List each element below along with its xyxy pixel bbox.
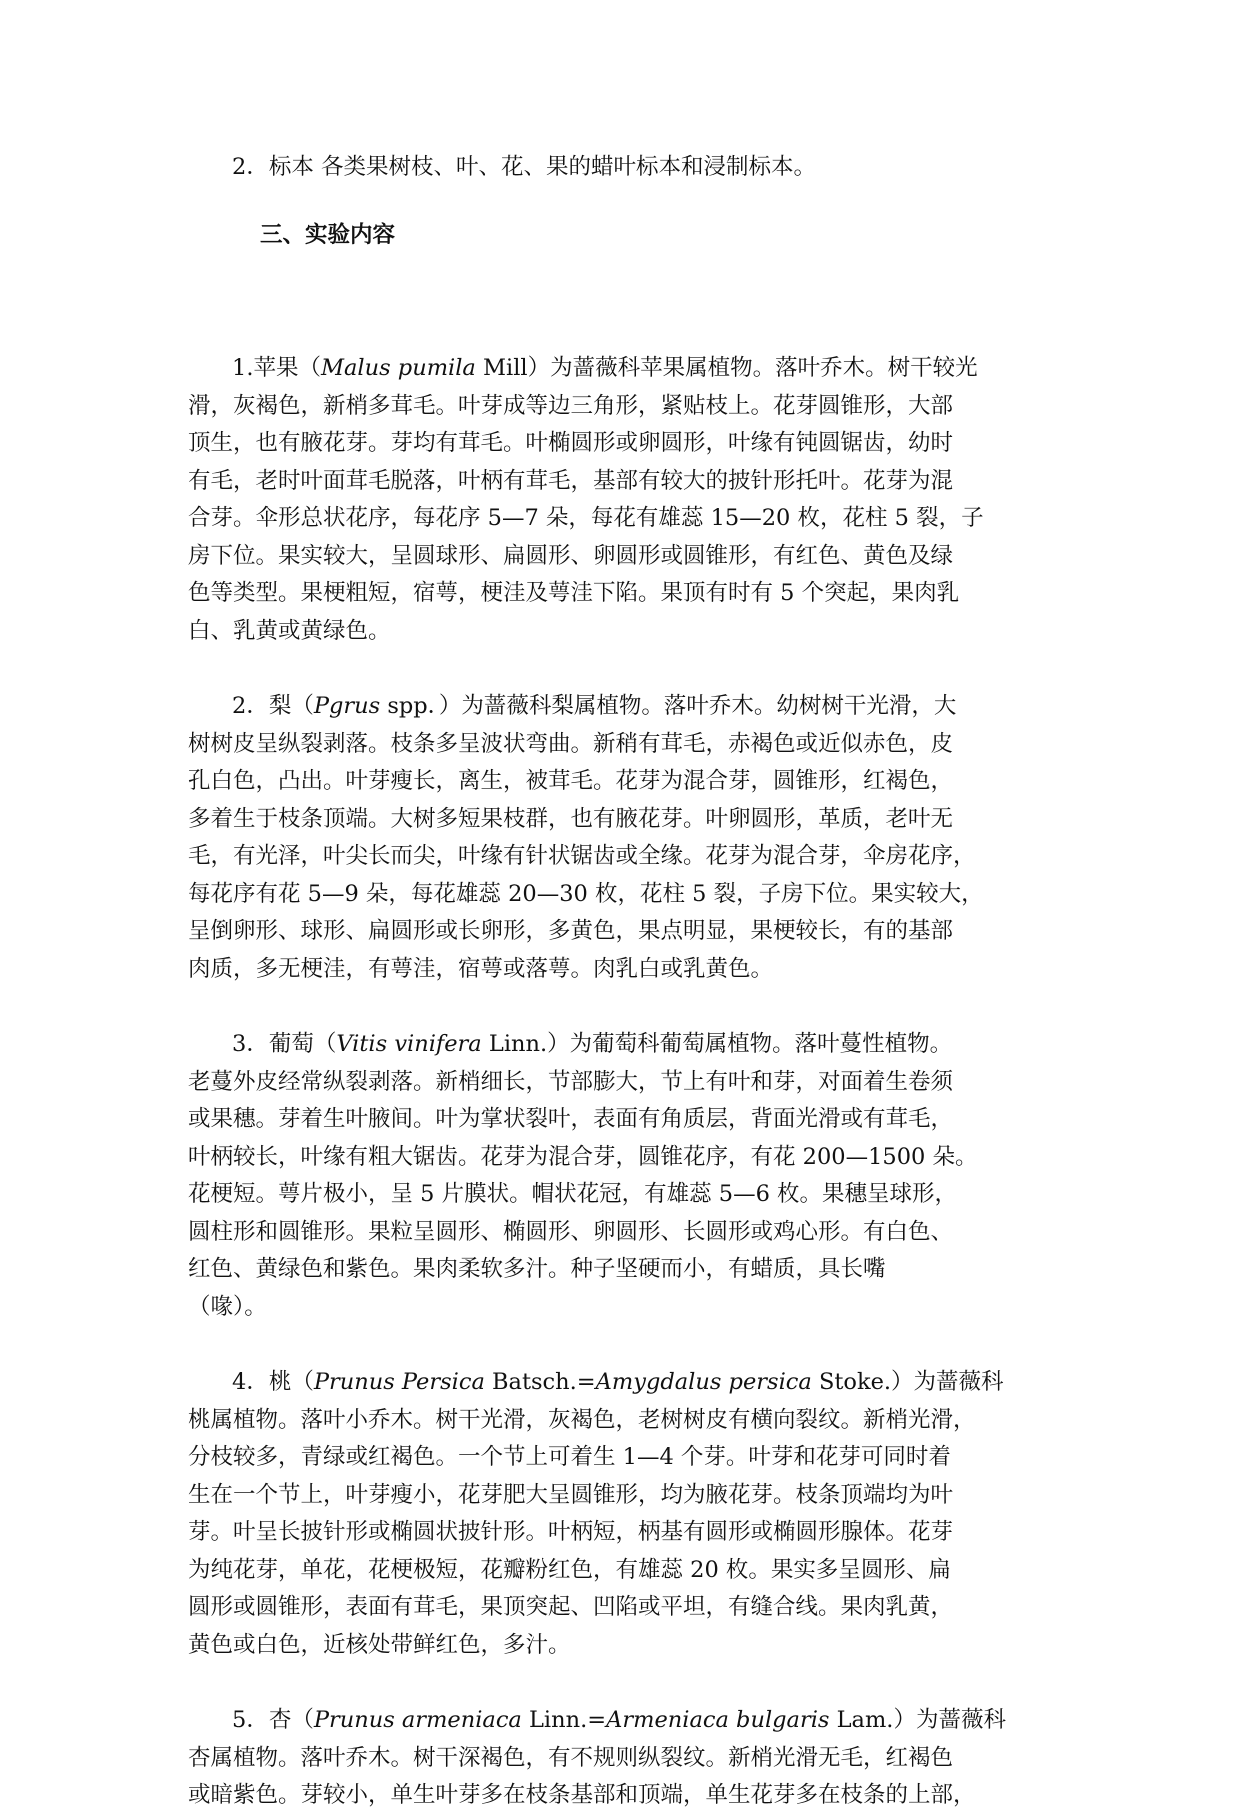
document-body [188, 149, 1028, 1815]
paragraph-line: 肉质，多无梗洼，有萼洼，宿萼或落萼。肉乳白或乳黄色。 [188, 955, 774, 982]
paragraph-pear [188, 688, 1028, 988]
paragraph-line: 白、乳黄或黄绿色。 [188, 617, 391, 644]
section-heading: 三、实验内容 [260, 221, 396, 248]
paragraph-line: 1.苹果（Malus pumila Mill）为蔷薇科苹果属植物。落叶乔木。树干较光 [232, 355, 978, 381]
paragraph-line: 孔白色，凸出。叶芽瘦长，离生，被茸毛。花芽为混合芽，圆锥形，红褐色， [188, 768, 954, 794]
paragraph-line: 2．梨（Pgrus spp．）为蔷薇科梨属植物。落叶乔木。幼树树干光滑，大 [232, 693, 957, 719]
latin-name: Prunus armeniaca [313, 1707, 522, 1733]
paragraph-line: 房下位。果实较大，呈圆球形、扁圆形、卵圆形或圆锥形，有红色、黄色及绿 [188, 542, 954, 569]
latin-name: Pgrus [313, 693, 381, 719]
paragraph-line: 每花序有花 5—9 朵，每花雄蕊 20—30 枚，花柱 5 裂，子房下位。果实较大， [188, 880, 984, 907]
paragraph-line: 或果穗。芽着生叶腋间。叶为掌状裂叶，表面有角质层，背面光滑或有茸毛， [188, 1106, 954, 1132]
paragraph-line: （喙）。 [188, 1293, 267, 1320]
paragraph-line: 生在一个节上，叶芽瘦小，花芽肥大呈圆锥形，均为腋花芽。枝条顶端均为叶 [188, 1481, 954, 1508]
latin-name: Malus pumila [320, 355, 476, 381]
latin-name: Prunus Persica [313, 1369, 485, 1395]
paragraph-line: 圆柱形和圆锥形。果粒呈圆形、椭圆形、卵圆形、长圆形或鸡心形。有白色、 [188, 1218, 954, 1245]
paragraph-line: 顶生，也有腋花芽。芽均有茸毛。叶椭圆形或卵圆形，叶缘有钝圆锯齿，幼时 [188, 430, 954, 456]
paragraph-line: 色等类型。果梗粗短，宿萼，梗洼及萼洼下陷。果顶有时有 5 个突起，果肉乳 [188, 580, 960, 606]
paragraph-line: 老蔓外皮经常纵裂剥落。新梢细长，节部膨大，节上有叶和芽，对面着生卷须 [188, 1068, 954, 1095]
paragraph-line: 3．葡萄（Vitis vinifera Linn.）为葡萄科葡萄属植物。落叶蔓性植物。 [232, 1031, 953, 1057]
paragraph-apple [188, 350, 1028, 650]
paragraph-line: 圆形或圆锥形，表面有茸毛，果顶突起、凹陷或平坦，有缝合线。果肉乳黄， [188, 1594, 954, 1620]
paragraph-line: 有毛，老时叶面茸毛脱落，叶柄有茸毛，基部有较大的披针形托叶。花芽为混 [188, 467, 954, 494]
paragraph-line: 桃属植物。落叶小乔木。树干光滑，灰褐色，老树树皮有横向裂纹。新梢光滑， [188, 1406, 976, 1433]
paragraph-apricot [188, 1702, 1028, 1815]
paragraph-line: 5．杏（Prunus armeniaca Linn.=Armeniaca bulgaris Lam.）为蔷薇科 [232, 1707, 1006, 1733]
paragraph-line: 花梗短。萼片极小，呈 5 片膜状。帽状花冠，有雄蕊 5—6 枚。果穗呈球形， [188, 1181, 958, 1207]
paragraph-line: 杏属植物。落叶乔木。树干深褐色，有不规则纵裂纹。新梢光滑无毛，红褐色 [188, 1744, 954, 1771]
paragraph-line: 芽。叶呈长披针形或椭圆状披针形。叶柄短，柄基有圆形或椭圆形腺体。花芽 [188, 1519, 954, 1545]
latin-name: Armeniaca bulgaris [606, 1707, 830, 1733]
paragraph-line: 呈倒卵形、球形、扁圆形或长卵形，多黄色，果点明显，果梗较长，有的基部 [188, 918, 954, 944]
paragraph-peach [188, 1364, 1028, 1664]
paragraph-line: 为纯花芽，单花，花梗极短，花瓣粉红色，有雄蕊 20 枚。果实多呈圆形、扁 [188, 1556, 951, 1583]
paragraph-line: 4．桃（Prunus Persica Batsch.=Amygdalus persica Stoke.）为蔷薇科 [232, 1369, 1004, 1395]
paragraph-line: 树树皮呈纵裂剥落。枝条多呈波状弯曲。新稍有茸毛，赤褐色或近似赤色，皮 [188, 730, 954, 757]
paragraph-line: 或暗紫色。芽较小，单生叶芽多在枝条基部和顶端，单生花芽多在枝条的上部， [188, 1782, 976, 1808]
paragraph-grape [188, 1026, 1028, 1326]
latin-name: Amygdalus persica [595, 1369, 812, 1395]
paragraph-line: 叶柄较长，叶缘有粗大锯齿。花芽为混合芽，圆锥花序，有花 200—1500 朵。 [188, 1143, 978, 1170]
paragraph-line: 多着生于枝条顶端。大树多短果枝群，也有腋花芽。叶卵圆形，革质，老叶无 [188, 805, 954, 832]
materials-item: 2．标本 各类果树枝、叶、花、果的蜡叶标本和浸制标本。 [232, 154, 816, 180]
paragraph-line: 合芽。伞形总状花序，每花序 5—7 朵，每花有雄蕊 15—20 枚，花柱 5 裂，子 [188, 505, 984, 531]
paragraph-line: 毛，有光泽，叶尖长而尖，叶缘有针状锯齿或全缘。花芽为混合芽，伞房花序， [188, 843, 976, 869]
latin-name: Vitis vinifera [336, 1031, 482, 1057]
paragraph-line: 分枝较多，青绿或红褐色。一个节上可着生 1—4 个芽。叶芽和花芽可同时着 [188, 1444, 951, 1470]
paragraph-line: 红色、黄绿色和紫色。果肉柔软多汁。种子坚硬而小，有蜡质，具长嘴 [188, 1256, 886, 1282]
paragraph-line: 黄色或白色，近核处带鲜红色，多汁。 [188, 1631, 571, 1658]
paragraph-line: 滑，灰褐色，新梢多茸毛。叶芽成等边三角形，紧贴枝上。花芽圆锥形，大部 [188, 392, 954, 419]
